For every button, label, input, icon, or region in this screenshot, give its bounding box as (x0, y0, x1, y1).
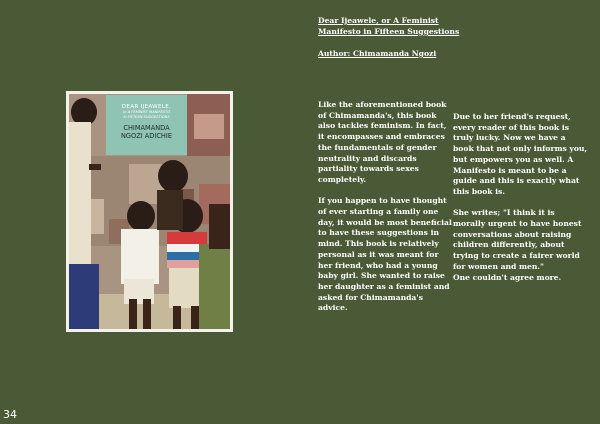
cover-title: DEAR IJEAWELE, (121, 104, 172, 110)
paragraph: One couldn't agree more. (453, 272, 562, 282)
book-author: Author: Chimamanda Ngozi (318, 49, 437, 58)
page-number: 34 (3, 408, 17, 421)
cover-author (106, 124, 187, 140)
book-cover-image (66, 91, 233, 332)
text-column-left (318, 100, 452, 325)
paragraph: Due to her friend's request, every reader of this book is truly lucky. Now we have a book that not only informs you, but empowers you as well. A Manifesto is meant to be a guide and this is exactly what this book is. (453, 112, 588, 196)
cover-author-line1: CHIMAMANDA (123, 124, 170, 132)
book-title-line2: Manifesto in Fifteen Suggestions (318, 27, 460, 36)
book-cover-art (69, 94, 230, 329)
quote-paragraph: She writes; "I think it is morally urgent to have honest conversations about raising children differently, about trying to create a fairer world for women and men." (453, 208, 582, 271)
text-column-right (453, 112, 588, 294)
book-title-line1: Dear Ijeawele, or A Feminist (318, 16, 439, 25)
paragraph: Like the aforementioned book of Chimamanda's, this book also tackles feminism. In fact, it encompasses and embraces the fundamentals of gender neutrality and discards partiality towards sexes completely. (318, 100, 447, 184)
paragraph: If you happen to have thought of ever starting a family one day, it would be most beneficial to have these suggestions in mind. This book is relatively personal as it was meant for her friend, who had a young baby girl. She wanted to raise her daughter as a feminist and asked for Chimamanda's advice. (318, 196, 452, 313)
cover-title-panel (106, 95, 187, 155)
cover-author-line2: NGOZI ADICHIE (121, 132, 172, 140)
article-header (318, 15, 518, 59)
book-title (318, 15, 518, 37)
cover-subtitle-line1: or A FEMINIST MANIFESTO (122, 110, 171, 114)
cover-subtitle-line2: in FIFTEEN SUGGESTIONS (123, 115, 170, 119)
